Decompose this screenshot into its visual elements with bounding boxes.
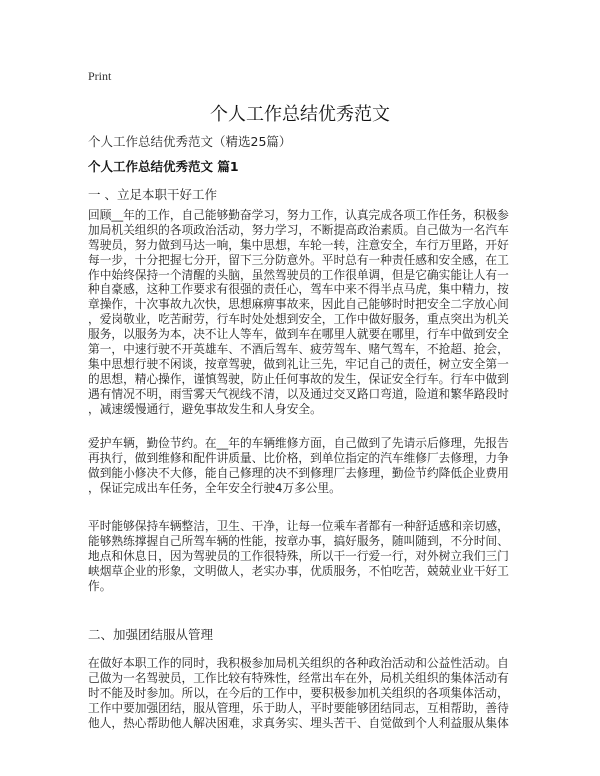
text-line: ，保证完成出车任务，全年安全行驶4万多公里。: [88, 480, 341, 495]
document-subtitle: 个人工作总结优秀范文（精选25篇）: [88, 134, 292, 149]
text-line: 峡烟草企业的形象，文明做人，老实办事，优质服务，不怕吃苦，兢兢业业干好工: [88, 563, 509, 578]
text-line: 回顾__年的工作，自己能够勤奋学习，努力工作，认真完成各项工作任务，积极参: [88, 208, 509, 222]
text-line: 在做好本职工作的同时，我积极参加局机关组织的各种政治活动和公益性活动。自: [88, 656, 509, 670]
text-line: 工作中要加强团结，服从管理，乐于助人，平时要能够团结同志，互相帮助，善待: [88, 700, 509, 715]
text-line: 能够熟练撑握自己所驾车辆的性能，按章办事，搞好服务，随叫随到，不分时间、: [88, 533, 509, 548]
text-line: 他人，热心帮助他人解决困难，求真务实、埋头苦干、自觉做到个人利益服从集体: [88, 715, 509, 730]
text-line: 爱护车辆，勤俭节约。在__年的车辆维修方面，自己做到了先请示后修理，先报告: [88, 436, 509, 450]
document-title: 个人工作总结优秀范文: [210, 104, 390, 125]
paragraph-3: [88, 519, 509, 593]
section-heading-2: 二、加强团结服从管理: [88, 627, 214, 642]
text-line: 己做为一名驾驶员，工作比较有特殊性，经常出车在外，局机关组织的集体活动有: [88, 670, 509, 685]
text-line: 驾驶员，努力做到马达一响，集中思想，车轮一转，注意安全，车行万里路，开好: [88, 237, 509, 252]
text-line: 第一，中速行驶不开英雄车、不酒后驾车、疲劳驾车、赌气驾车，不抢超、抢会，: [88, 342, 509, 357]
text-line: 的思想，精心操作，谨慎驾驶，防止任何事故的发生，保证安全行车。行车中做到: [88, 371, 509, 386]
text-line: 章操作，十次事故九次快，思想麻痹事故来，因此自己能够时时把安全二字放心间: [88, 297, 509, 312]
print-label: Print: [88, 69, 112, 83]
text-line: 地点和休息日，因为驾驶员的工作很特殊，所以干一行爱一行，对外树立我们三门: [88, 548, 509, 563]
paragraph-2: [88, 436, 509, 496]
text-line: 每一步，十分把握七分开，留下三分防意外。平时总有一种责任感和安全感，在工: [88, 252, 509, 267]
text-line: 作。: [88, 578, 112, 593]
text-line: 做到能小修决不大修，能自己修理的决不到修理厂去修理，勤俭节约降低企业费用: [88, 465, 509, 480]
article-heading: 个人工作总结优秀范文 篇1: [88, 159, 239, 174]
text-line: 服务，以服务为本，决不让人等车，做到车在哪里人就要在哪里，行车中做到安全: [88, 327, 509, 342]
text-line: 再执行，做到维修和配件讲质量、比价格，到单位指定的汽车维修厂去修理，力争: [88, 450, 509, 465]
text-line: 种自豪感，这种工作要求有很强的责任心，驾车中来不得半点马虎，集中精力，按: [88, 282, 509, 297]
text-line: ，减速缓慢通行，避免事故发生和人身安全。: [88, 401, 322, 416]
paragraph-4: [88, 656, 509, 730]
text-line: 作中始终保持一个清醒的头脑，虽然驾驶员的工作很单调，但是它确实能让人有一: [88, 267, 509, 282]
text-line: 集中思想行驶不闲谈，按章驾驶，做到礼让三先，牢记自己的责任，树立安全第一: [88, 356, 509, 371]
text-line: 遇有情况不明，雨雪雾天气视线不清，以及通过交叉路口弯道，险道和繁华路段时: [88, 386, 509, 401]
text-line: 平时能够保持车辆整洁，卫生、干净，让每一位乘车者都有一种舒适感和亲切感，: [88, 519, 509, 533]
paragraph-1: [88, 208, 509, 416]
text-line: 加局机关组织的各项政治活动，努力学习，不断提高政治素质。自己做为一名汽车: [88, 222, 509, 237]
section-heading-1: 一 、立足本职干好工作: [88, 187, 217, 202]
text-line: ，爱岗敬业，吃苦耐劳，行车时处处想到安全，工作中做好服务，重点突出为机关: [88, 312, 509, 327]
text-line: 时不能及时参加。所以，在今后的工作中，要积极参加机关组织的各项集体活动，: [88, 685, 509, 700]
